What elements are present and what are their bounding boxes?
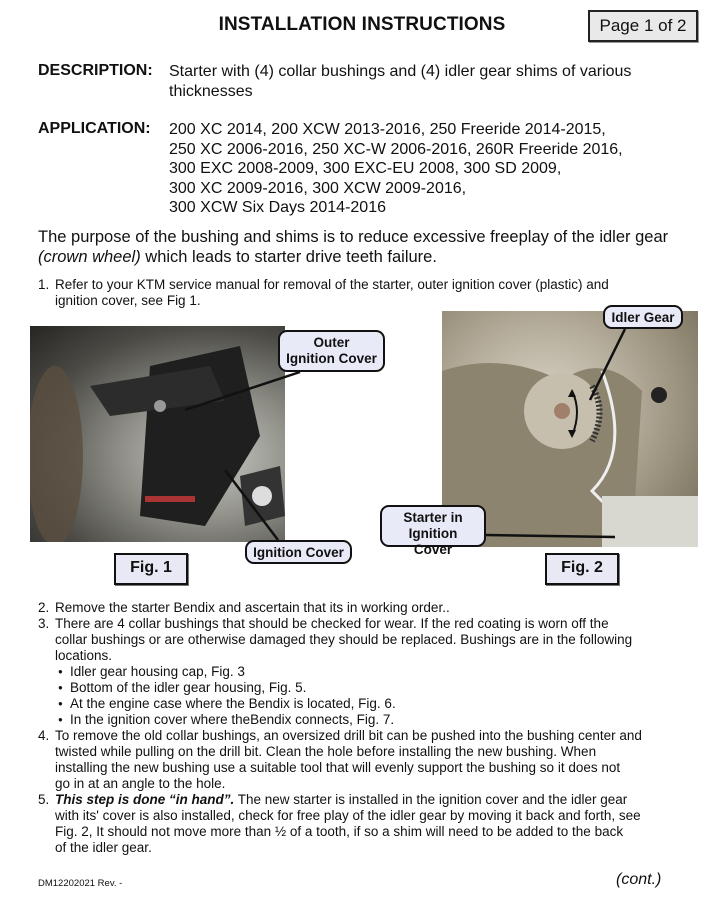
callout-outer-ignition-cover: [278, 330, 385, 372]
bullet-item: ● In the ignition cover where theBendix connects, Fig. 7.: [58, 712, 688, 728]
fig1-caption: Fig. 1: [114, 553, 188, 585]
step-text: with its' cover is also installed, check for free play of the idler gear by moving it back and forth, see: [55, 808, 641, 823]
application-line: 300 XC 2009-2016, 300 XCW 2009-2016,: [169, 179, 467, 197]
step-text: Fig. 2, It should not move more than ½ of a tooth, if so a shim will need to be added to the back: [55, 824, 624, 839]
callout-starter-in-ignition-cover: [380, 505, 486, 557]
description-text: [169, 62, 689, 101]
purpose-paragraph: [38, 227, 718, 267]
callout-text: Ignition Cover: [286, 351, 377, 366]
description-label: DESCRIPTION:: [38, 62, 153, 79]
step-text: ignition cover, see Fig 1.: [55, 293, 201, 308]
step-text: twisted while pulling on the drill bit. Clean the hole before installing the new bushing. When: [55, 744, 597, 759]
step-emphasis: This step is done “in hand”.: [55, 792, 235, 807]
description-line: thicknesses: [169, 82, 253, 100]
step-text-rest: The new starter is installed in the ignition cover and the idler gear: [234, 792, 628, 807]
callout-text: Ignition Cover: [408, 526, 458, 557]
step-number: 1.: [38, 277, 50, 292]
application-label: APPLICATION:: [38, 120, 151, 137]
step-number: 2.: [38, 600, 50, 615]
bushing-locations: [58, 664, 688, 728]
step-text: locations.: [55, 648, 113, 663]
callout-text: Outer: [313, 335, 350, 350]
document-title: INSTALLATION INSTRUCTIONS: [218, 14, 506, 35]
bullet-item: ● Bottom of the idler gear housing, Fig. 5.: [58, 680, 688, 696]
description-line: Starter with (4) collar bushings and (4) idler gear shims of various: [169, 63, 632, 80]
document-code: DM12202021 Rev. -: [38, 878, 123, 889]
step-text: Refer to your KTM service manual for removal of the starter, outer ignition cover (plastic) and: [55, 277, 609, 292]
bullet-item: ● At the engine case where the Bendix is located, Fig. 6.: [58, 696, 688, 712]
engine-photo-illustration: [30, 326, 285, 542]
fig1-photo: [30, 326, 285, 542]
step-5: [38, 792, 688, 856]
step-4: [38, 728, 688, 792]
fig2-caption: Fig. 2: [545, 553, 619, 585]
purpose-text: which leads to starter drive teeth failure.: [140, 248, 437, 266]
step-text: installing the new bushing use a suitable tool that will evenly support the bushing so it does not: [55, 760, 621, 775]
step-1: [38, 277, 688, 309]
step-number: 4.: [38, 728, 50, 743]
application-line: 300 EXC 2008-2009, 300 EXC-EU 2008, 300 SD 2009,: [169, 160, 562, 177]
callout-idler-gear: Idler Gear: [603, 305, 683, 329]
steps-list: [38, 600, 688, 856]
step-text: of the idler gear.: [55, 840, 152, 855]
purpose-italic: (crown wheel): [38, 248, 141, 266]
step-3: [38, 616, 688, 728]
application-list: [169, 120, 689, 218]
step-text: collar bushings or are otherwise damaged they should be replaced. Bushings are in the following: [55, 632, 633, 647]
step-2: [38, 600, 688, 616]
step-number: 3.: [38, 616, 50, 631]
step-text: go in at an angle to the hole.: [55, 776, 226, 791]
page-indicator: Page 1 of 2: [588, 10, 698, 42]
step-text: To remove the old collar bushings, an oversized drill bit can be pushed into the bushing center and: [55, 728, 642, 743]
step-text: There are 4 collar bushings that should be checked for wear. If the red coating is worn off the: [55, 616, 609, 631]
application-line: 250 XC 2006-2016, 250 XC-W 2006-2016, 260R Freeride 2016,: [169, 140, 623, 158]
bullet-item: ● Idler gear housing cap, Fig. 3: [58, 664, 688, 680]
continued-note: (cont.): [616, 871, 662, 888]
application-line: 200 XC 2014, 200 XCW 2013-2016, 250 Freeride 2014-2015,: [169, 121, 606, 138]
step-text: Remove the starter Bendix and ascertain that its in working order..: [55, 600, 450, 615]
callout-text: Starter in: [403, 510, 463, 525]
step-number: 5.: [38, 792, 50, 807]
step-text: [55, 792, 688, 808]
purpose-text: The purpose of the bushing and shims is to reduce excessive freeplay of the idler gear: [38, 228, 669, 246]
application-line: 300 XCW Six Days 2014-2016: [169, 199, 386, 216]
callout-ignition-cover: Ignition Cover: [245, 540, 352, 564]
